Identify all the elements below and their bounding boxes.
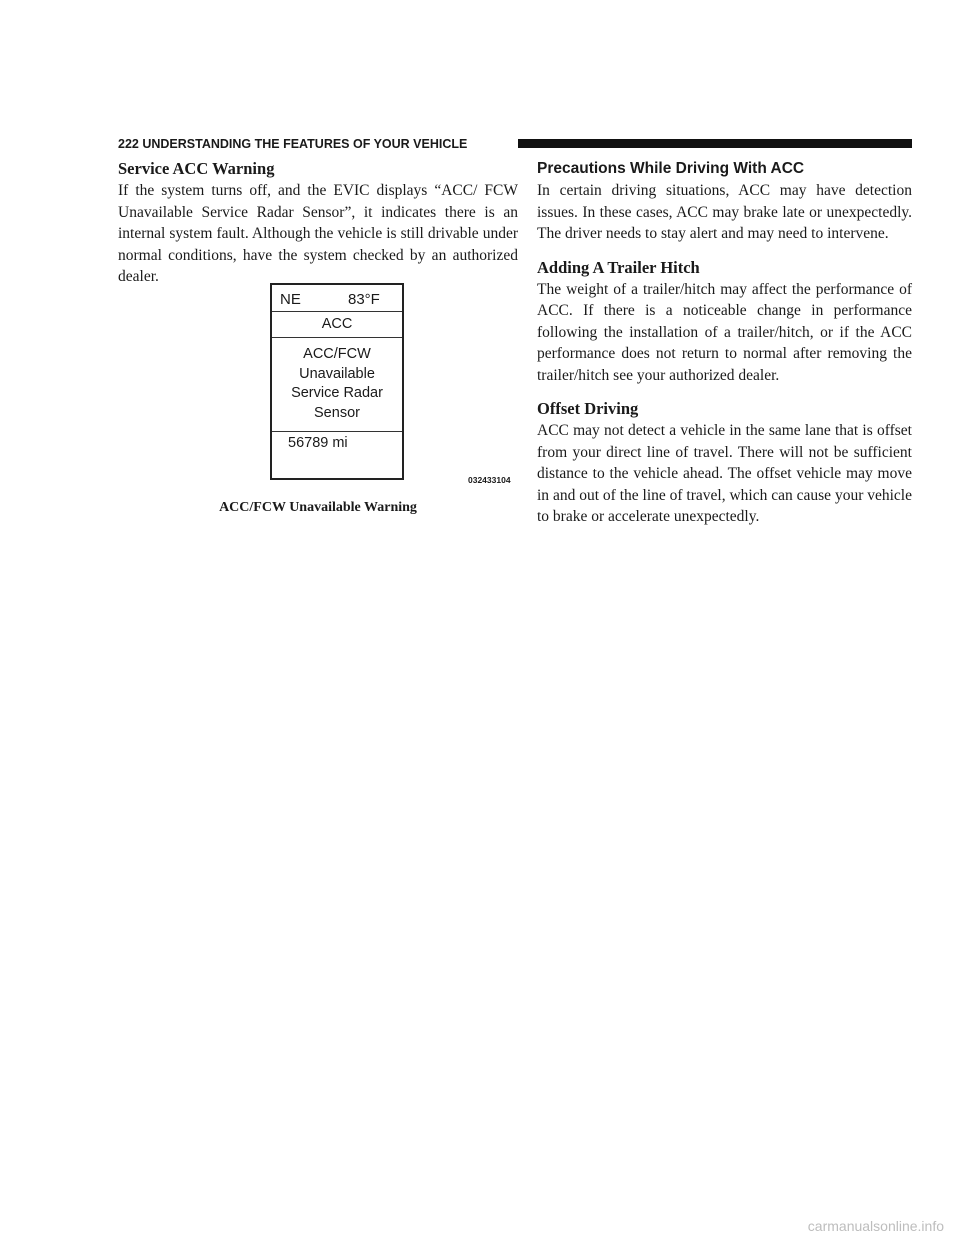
outside-temperature: 83°F	[348, 291, 380, 308]
section-heading-trailer-hitch: Adding A Trailer Hitch	[537, 257, 700, 277]
compass-direction: NE	[280, 291, 301, 308]
left-column	[118, 158, 518, 288]
running-title: UNDERSTANDING THE FEATURES OF YOUR VEHICLE	[142, 137, 468, 151]
figure-caption: ACC/FCW Unavailable Warning	[219, 500, 417, 515]
display-divider	[272, 337, 402, 338]
display-divider	[272, 311, 402, 312]
display-divider	[272, 431, 402, 432]
display-status-row	[272, 291, 402, 313]
header-rule	[518, 139, 912, 148]
odometer-reading: 56789 mi	[288, 435, 348, 451]
trailer-hitch-text: The weight of a trailer/hitch may affect the performance of ACC. If there is a noticeable change in performance following the installation of a trailer/hitch, or if the ACC performance does not return to normal after removing the trailer/hitch see your authorized dealer.	[537, 280, 912, 384]
page-header	[118, 136, 912, 152]
page-number: 222	[118, 137, 139, 151]
running-header	[118, 136, 467, 152]
offset-driving-text: ACC may not detect a vehicle in the same lane that is offset from your direct line of travel. There will not be sufficient distance to the vehicle ahead. The offset vehicle may move in and out of the line of travel, which can cause your vehicle to brake or accelerate unexpectedly.	[537, 422, 912, 525]
precautions-text: In certain driving situations, ACC may have detection issues. In these cases, ACC may brake late or unexpectedly. The driver needs to stay alert and may need to intervene.	[537, 182, 912, 242]
site-watermark: carmanualsonline.info	[807, 1218, 944, 1234]
evic-display	[270, 283, 404, 480]
message-line: Unavailable	[299, 365, 375, 382]
evic-display-figure	[152, 283, 518, 488]
message-line: Service Radar	[291, 385, 383, 401]
display-mode: ACC	[321, 316, 353, 332]
section-heading-service-acc-warning: Service ACC Warning	[118, 159, 275, 178]
right-column	[537, 158, 912, 528]
message-line: ACC/FCW	[303, 346, 371, 362]
message-line: Sensor	[314, 404, 360, 421]
section-heading-offset-driving: Offset Driving	[537, 399, 639, 418]
service-acc-warning-text: If the system turns off, and the EVIC displays “ACC/ FCW Unavailable Service Radar Sensor”, it indicates there is an internal system fault. Although the vehicle is still drivable under normal conditions, have the system checked by an authorized dealer.	[118, 182, 518, 285]
figure-code: 032433104	[468, 475, 511, 485]
display-message	[272, 345, 402, 423]
section-heading-precautions: Precautions While Driving With ACC	[537, 160, 805, 177]
